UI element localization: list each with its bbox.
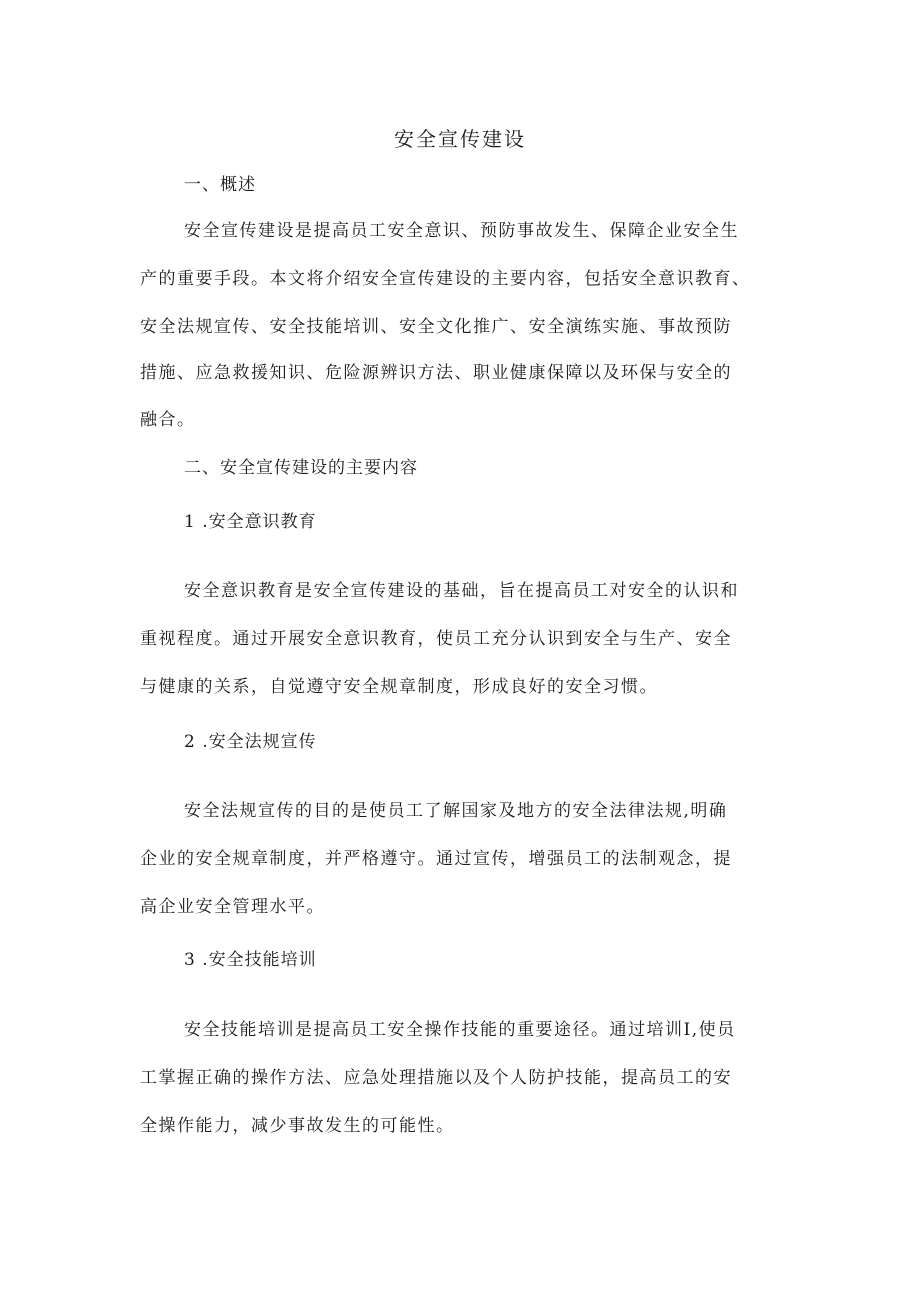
item-heading-awareness: 1 .安全意识教育 [184,512,317,532]
paragraph-line: 安全法规宣传的目的是使员工了解国家及地方的安全法律法规,明确 [184,801,728,821]
item-heading-regulations: 2 .安全法规宣传 [184,732,317,752]
paragraph-line: 重视程度。通过开展安全意识教育，使员工充分认识到安全与生产、安全 [140,629,732,649]
paragraph-line: 措施、应急救援知识、危险源辨识方法、职业健康保障以及环保与安全的 [140,363,732,383]
section-heading-main-content: 二、安全宣传建设的主要内容 [184,458,418,478]
paragraph-line: 工掌握正确的操作方法、应急处理措施以及个人防护技能，提高员工的安 [140,1068,732,1088]
paragraph-line: 企业的安全规章制度，并严格遵守。通过宣传，增强员工的法制观念，提 [140,849,732,869]
paragraph-line: 安全意识教育是安全宣传建设的基础，旨在提高员工对安全的认识和 [184,581,739,601]
paragraph-line: 全操作能力，减少事故发生的可能性。 [140,1116,455,1136]
document-title: 安全宣传建设 [394,127,526,151]
paragraph-line: 安全宣传建设是提高员工安全意识、预防事故发生、保障企业安全生 [184,221,739,241]
section-heading-overview: 一、概述 [184,175,256,195]
paragraph-line: 高企业安全管理水平。 [140,897,325,917]
paragraph-line: 产的重要手段。本文将介绍安全宣传建设的主要内容，包括安全意识教育、 [140,269,751,289]
item-heading-skills: 3 .安全技能培训 [184,950,317,970]
paragraph-line: 融合。 [140,410,196,430]
paragraph-line: 安全法规宣传、安全技能培训、安全文化推广、安全演练实施、事故预防 [140,317,732,337]
paragraph-line: 安全技能培训是提高员工安全操作技能的重要途径。通过培训I,使员 [184,1020,736,1040]
paragraph-line: 与健康的关系，自觉遵守安全规章制度，形成良好的安全习惯。 [140,677,658,697]
